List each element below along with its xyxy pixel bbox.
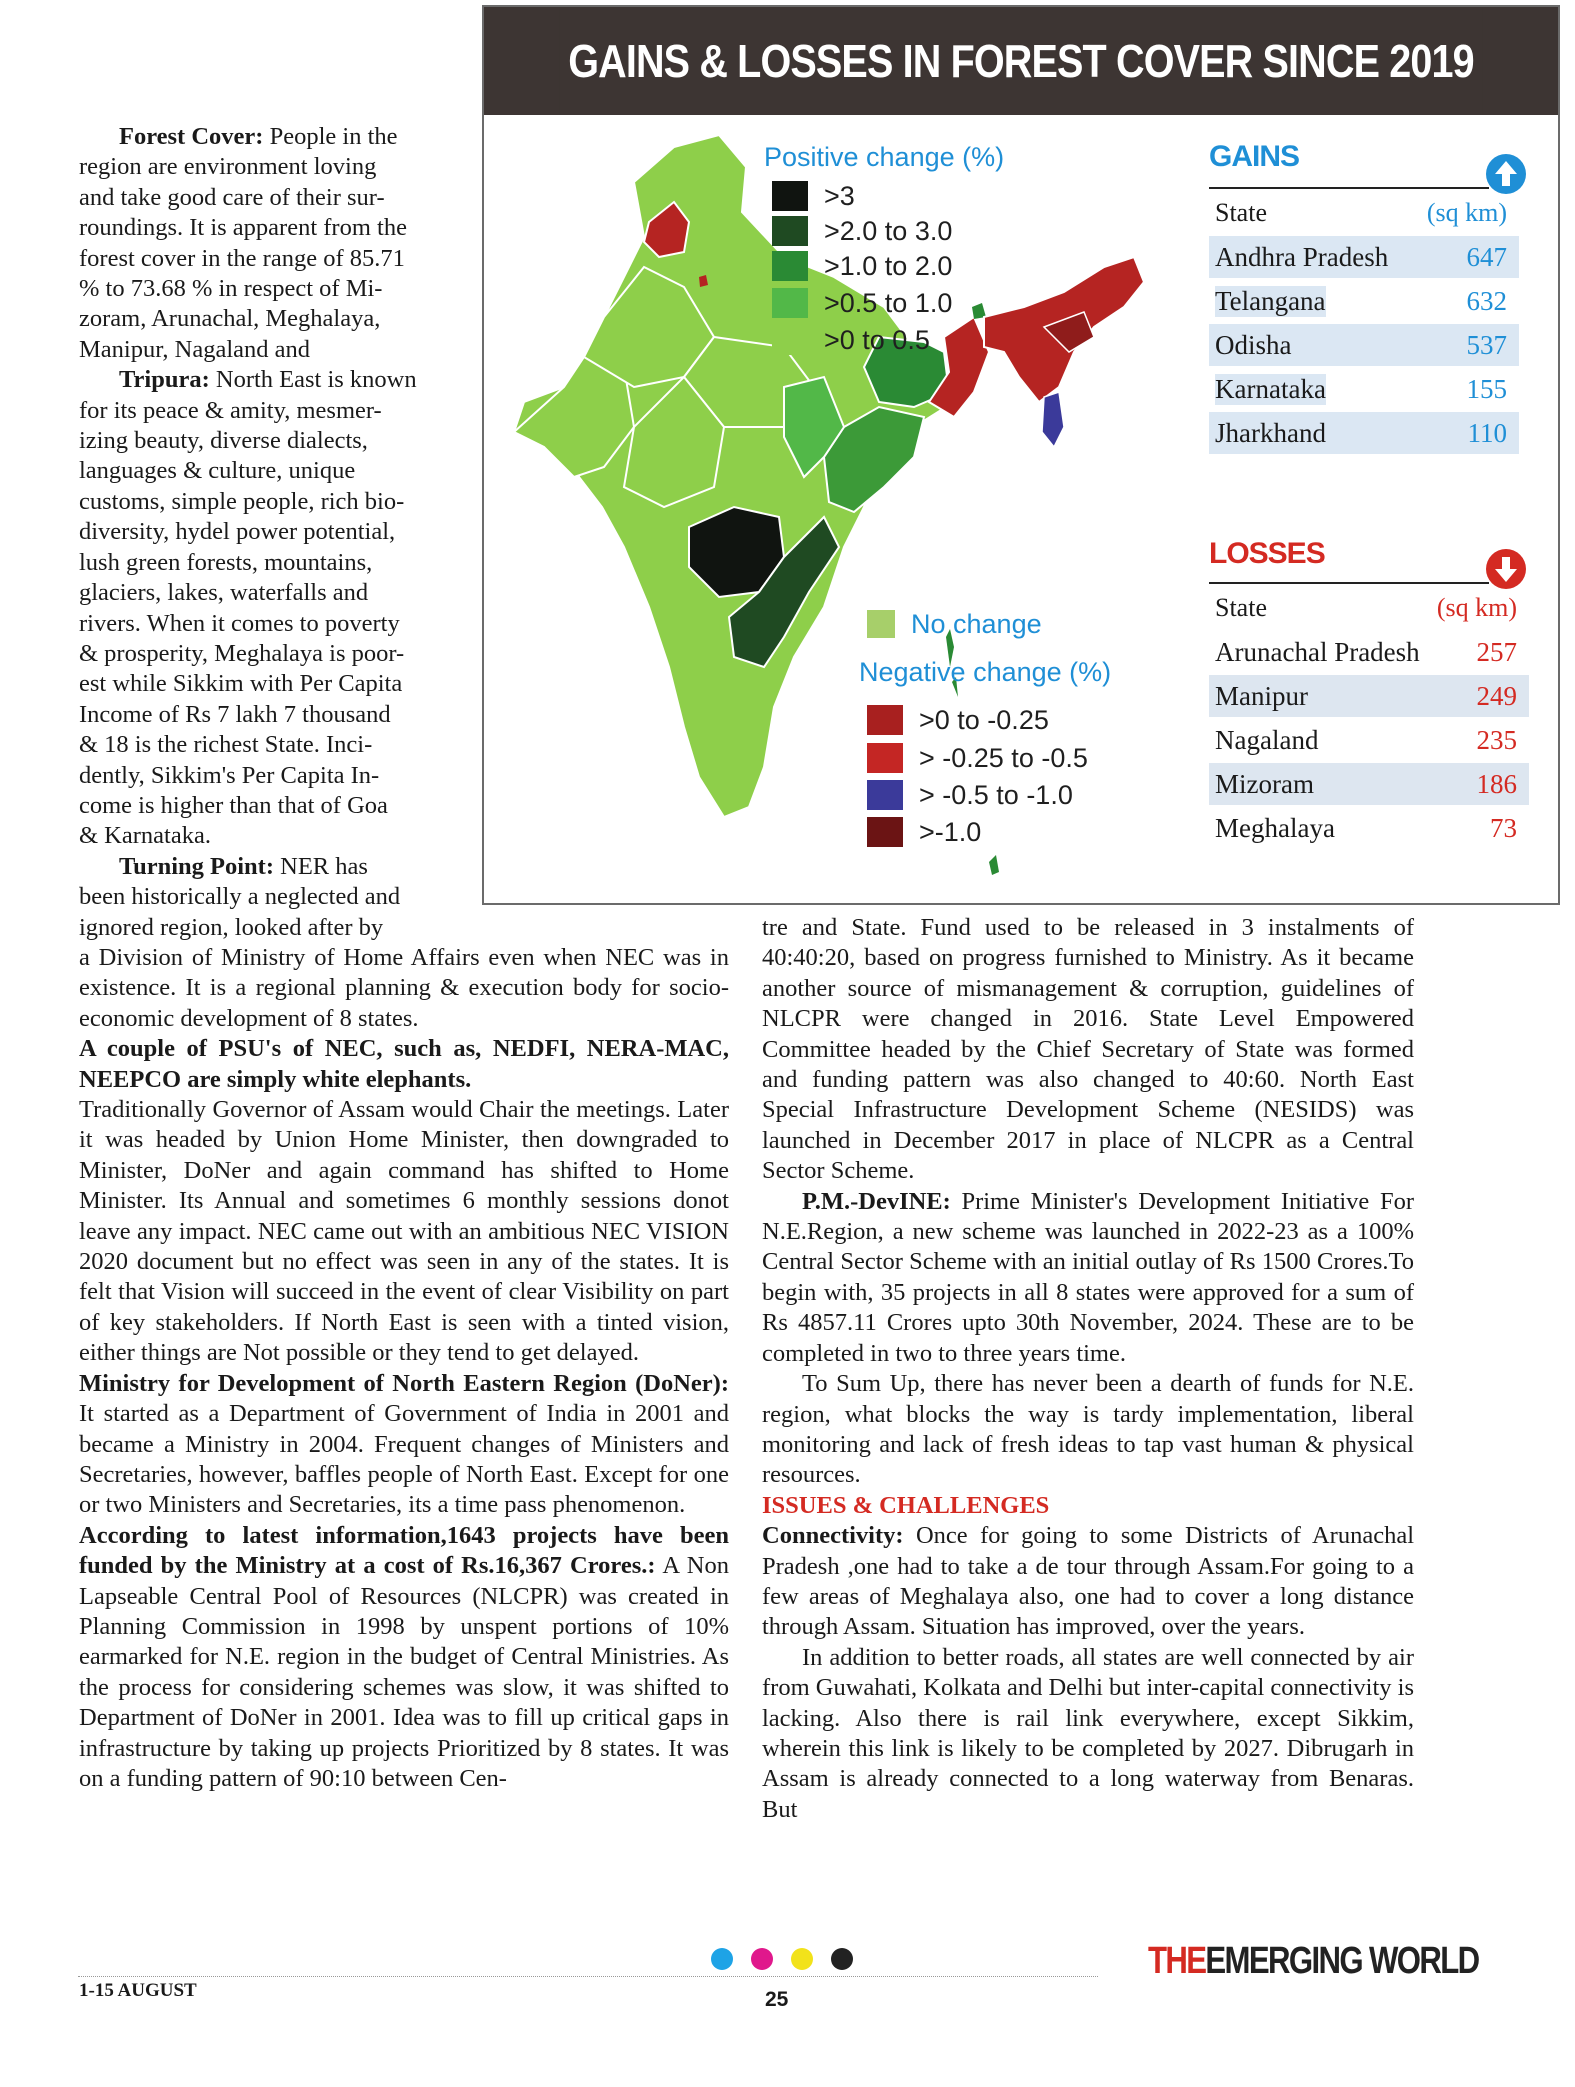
text-line: izing beauty, diverse dialects, [79, 427, 368, 455]
negative-legend-item: >-1.0 [867, 815, 981, 849]
article-narrow-column [79, 122, 455, 943]
swatch-icon [772, 325, 808, 355]
negative-legend-item: >0 to -0.25 [867, 703, 1049, 737]
table-row: Odisha 537 [1209, 324, 1519, 366]
no-change-legend: No change [867, 607, 1042, 641]
tripura-paragraph: Tripura: North East is known [119, 366, 417, 394]
swatch-icon [867, 705, 903, 735]
table-row: Karnataka 155 [1215, 373, 1507, 404]
text-line: zoram, Arunachal, Meghalaya, [79, 305, 381, 333]
forest-cover-infographic [482, 5, 1560, 905]
positive-legend-item: >3 [772, 179, 855, 213]
swatch-icon [772, 181, 808, 211]
paragraph: P.M.-DevINE: Prime Minister's Development Initiative For N.E.Region, a new scheme was launched in 2022-23 as a 100% Central Sector Scheme with an initial outlay of Rs 1500 Crores.To begin with, 35 projects in all 8 states were approved for a sum of Rs 4857.11 Crores upto 30th November, 2024. These are to be completed in two to three years time. [762, 1187, 1414, 1367]
table-row: Telangana 632 [1215, 285, 1507, 316]
yellow-register-dot [791, 1948, 813, 1970]
losses-table [1209, 587, 1529, 849]
text-line: been historically a neglected and [79, 883, 401, 911]
positive-legend-item: >2.0 to 3.0 [772, 214, 952, 248]
gains-heading: GAINS [1209, 140, 1300, 173]
losses-heading: LOSSES [1209, 537, 1325, 570]
text-line: glaciers, lakes, waterfalls and [79, 579, 369, 607]
text-line: % to 73.68 % in respect of Mi- [79, 275, 383, 303]
text-line: Income of Rs 7 lakh 7 thousand [79, 700, 391, 728]
paragraph: a Division of Ministry of Home Affairs even when NEC was in existence. It is a regional planning & execution body for socio-economic development of 8 states. [79, 944, 729, 1032]
gains-rule [1209, 187, 1489, 189]
swatch-icon [772, 216, 808, 246]
positive-legend-item: >1.0 to 2.0 [772, 249, 952, 283]
text-line: come is higher than that of Goa [79, 791, 388, 819]
magenta-register-dot [751, 1948, 773, 1970]
negative-legend-item: > -0.5 to -1.0 [867, 778, 1073, 812]
text-line: region are environment loving [79, 153, 377, 181]
text-line: forest cover in the range of 85.71 [79, 244, 405, 272]
text-line: and take good care of their sur- [79, 183, 385, 211]
article-right-column [762, 913, 1414, 1825]
text-line: lush green forests, mountains, [79, 548, 373, 576]
gains-header-row: State (sq km) [1215, 198, 1507, 227]
table-row: Nagaland 235 [1215, 724, 1517, 755]
swatch-icon [772, 288, 808, 318]
arrow-up-icon [1484, 152, 1528, 196]
text-line: & 18 is the richest State. Inci- [79, 731, 373, 759]
negative-legend-item: > -0.25 to -0.5 [867, 741, 1088, 775]
swatch-icon [867, 780, 903, 810]
map-mizoram [1042, 392, 1064, 447]
table-row: Jharkhand 110 [1209, 412, 1519, 454]
text-line: diversity, hydel power potential, [79, 518, 396, 546]
text-line: & Karnataka. [79, 822, 211, 850]
paragraph: Connectivity: Once for going to some Districts of Arunachal Pradesh ,one had to take a de tour through Assam.For going to a few areas of Meghalaya also, one had to cover a long distance through Assam. Situation has improved, over the years. [762, 1522, 1414, 1641]
swatch-icon [772, 251, 808, 281]
losses-rule [1209, 582, 1489, 584]
positive-legend-item: >0.5 to 1.0 [772, 286, 952, 320]
positive-legend-title: Positive change (%) [764, 142, 1005, 172]
text-line: rivers. When it comes to poverty [79, 609, 400, 637]
swatch-icon [867, 743, 903, 773]
text-line: dently, Sikkim's Per Capita In- [79, 761, 380, 789]
turning-point-paragraph: Turning Point: NER has [119, 852, 368, 880]
text-line: languages & culture, unique [79, 457, 356, 485]
paragraph-bold: A couple of PSU's of NEC, such as, NEDFI, NERA-MAC, NEEPCO are simply white elephants. [79, 1035, 729, 1093]
losses-header-row: State (sq km) [1215, 593, 1517, 622]
text-line: est while Sikkim with Per Capita [79, 670, 403, 698]
section-heading: ISSUES & CHALLENGES [762, 1491, 1050, 1519]
table-row: Manipur 249 [1209, 675, 1529, 717]
swatch-icon [867, 817, 903, 847]
publication-logo: THEEMERGING WORLD [1148, 1940, 1479, 1982]
text-line: roundings. It is apparent from the [79, 214, 407, 242]
forest-cover-paragraph: Forest Cover: People in the [119, 123, 398, 150]
paragraph: Ministry for Development of North Eastern Region (DoNer): It started as a Department of Government of India in 2001 and became a Ministry in 2004. Frequent changes of Ministers and Secretaries, however, baffles people of North East. Except for one or two Ministers and Secretaries, its a time pass phenomenon. [79, 1369, 729, 1519]
negative-legend-title: Negative change (%) [859, 657, 1112, 687]
text-line: for its peace & amity, mesmer- [79, 396, 382, 424]
text-line: Manipur, Nagaland and [79, 335, 311, 363]
text-line: customs, simple people, rich bio- [79, 487, 405, 515]
article-left-column [79, 943, 729, 1794]
table-row: Arunachal Pradesh 257 [1215, 636, 1517, 667]
page-number: 25 [765, 1988, 789, 2011]
positive-legend-item: >0 to 0.5 [772, 323, 930, 357]
paragraph: According to latest information,1643 projects have been funded by the Ministry at a cost of Rs.16,367 Crores.: A Non Lapseable Central Pool of Resources (NLCPR) was created in Planning Commission in 1998 by unspent portions of 10% earmarked for N.E. region in the budget of Central Ministries. As the process for considering schemes was slow, it was shifted to Department of DoNer in 2001. Idea was to fill up critical gaps in infrastructure by taking up projects Prioritized by 8 states. It was on a funding pattern of 90:10 between Cen- [79, 1521, 729, 1792]
footer-rule [78, 1976, 1098, 1977]
paragraph: Traditionally Governor of Assam would Chair the meetings. Later it was headed by Union Home Minister, then downgraded to Minister, DoNer and again command has shifted to Home Minister. Its Annual and sometimes 6 monthly sessions donot leave any impact. NEC came out with an ambitious NEC VISION 2020 document but no effect was seen in any of the states. It is felt that Vision will succeed in the event of clear Visibility on part of key stakeholders. If North East is seen with a tinted vision, either things are Not possible or they tend to get delayed. [79, 1096, 729, 1367]
swatch-icon [867, 610, 895, 638]
text-line: ignored region, looked after by [79, 913, 384, 941]
table-row: Andhra Pradesh 647 [1209, 236, 1519, 278]
issue-date: 1-15 AUGUST [79, 1980, 197, 2001]
paragraph: tre and State. Fund used to be released in 3 instalments of 40:40:20, based on progress furnished to Ministry. As it became another source of mismanagement & corruption, guidelines of NLCPR were changed in 2016. State Level Empowered Committee headed by the Chief Secretary of State was formed and funding pattern was also changed to 40:60. North East Special Infrastructure Development Scheme (NESIDS) was launched in December 2017 in place of NLCPR as a Central Sector Scheme. [762, 914, 1414, 1185]
black-register-dot [831, 1948, 853, 1970]
cyan-register-dot [711, 1948, 733, 1970]
arrow-down-icon [1484, 547, 1528, 591]
text-line: & prosperity, Meghalaya is poor- [79, 639, 405, 667]
table-row: Mizoram 186 [1209, 763, 1529, 805]
table-row: Meghalaya 73 [1215, 812, 1517, 843]
gains-table [1209, 192, 1519, 454]
paragraph: To Sum Up, there has never been a dearth of funds for N.E. region, what blocks the way is tardy implementation, liberal monitoring and lack of fresh ideas to tap vast human & physical resources. [762, 1370, 1414, 1489]
paragraph: In addition to better roads, all states are well connected by air from Guwahati, Kolkata and Delhi but inter-capital connectivity is lacking. Also there is rail link everywhere, except Sikkim, wherein this link is likely to be completed by 2027. Dibrugarh in Assam is already connected to a long waterway from Benaras. But [762, 1643, 1414, 1823]
infographic-title: GAINS & LOSSES IN FOREST COVER SINCE 2019 [559, 7, 1483, 115]
